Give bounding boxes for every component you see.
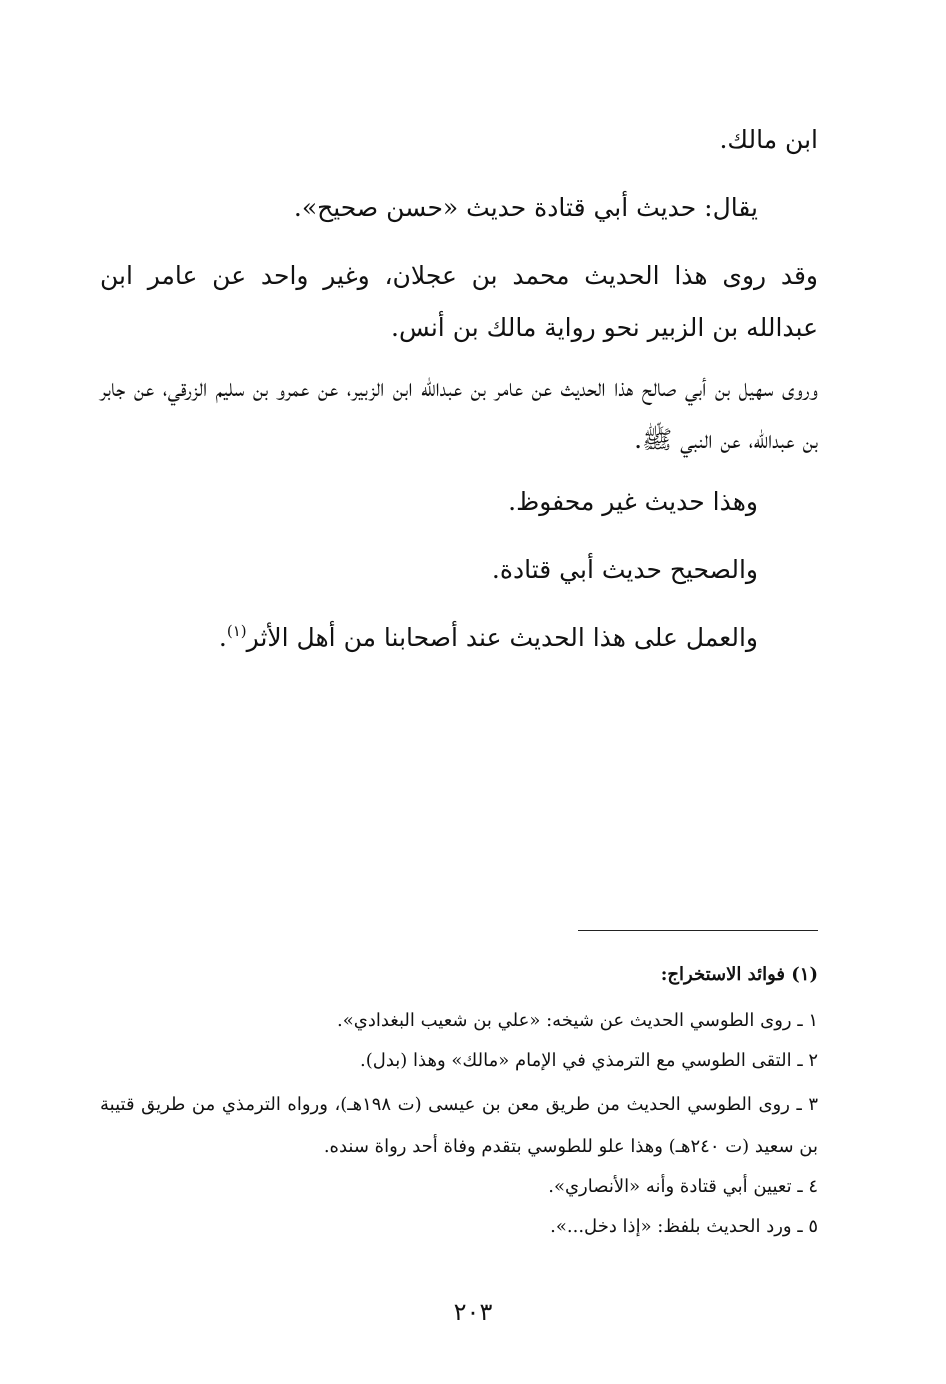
footnote-reference[interactable]: (١) bbox=[226, 622, 247, 640]
footnote-item-4: ٤ ـ تعيين أبي قتادة وأنه «الأنصاري». bbox=[548, 1176, 818, 1197]
footnote-item-3-text: ٣ ـ روى الطوسي الحديث من طريق معن بن عيسى (ت ١٩٨هـ)، ورواه الترمذي من طريق قتيبة بن سعيد (ت ٢٤٠هـ) وهذا علو للطوسي بتقدم وفاة أحد رواة سنده. bbox=[100, 1094, 818, 1157]
paragraph-5: وهذا حديث غير محفوظ. bbox=[508, 487, 758, 516]
footnote-item-1: ١ ـ روى الطوسي الحديث عن شيخه: «علي بن شعيب البغدادي». bbox=[337, 1010, 818, 1031]
paragraph-3-text: وقد روى هذا الحديث محمد بن عجلان، وغير واحد عن عامر ابن عبدالله بن الزبير نحو رواية مالك بن أنس. bbox=[100, 261, 818, 342]
paragraph-7-end: . bbox=[218, 623, 227, 652]
paragraph-3 bbox=[100, 250, 818, 354]
paragraph-7-text: والعمل على هذا الحديث عند أصحابنا من أهل الأثر bbox=[246, 623, 758, 652]
footnote-item-5: ٥ ـ ورد الحديث بلفظ: «إذا دخل...». bbox=[550, 1216, 818, 1237]
page-number: ٢٠٣ bbox=[453, 1298, 493, 1326]
paragraph-6: والصحيح حديث أبي قتادة. bbox=[491, 555, 758, 584]
footnote-item-2: ٢ ـ التقى الطوسي مع الترمذي في الإمام «مالك» وهذا (بدل). bbox=[360, 1050, 818, 1071]
footnote-separator bbox=[578, 930, 818, 931]
footnote-item-3 bbox=[100, 1084, 818, 1168]
paragraph-7 bbox=[219, 620, 758, 659]
paragraph-1: ابن مالك. bbox=[719, 125, 818, 154]
paragraph-4-text: وروى سهيل بن أبي صالح هذا الحديث عن عامر بن عبدالله ابن الزبير، عن عمرو بن سليم الزرقي، عن جابر بن عبدالله، عن النبي ﷺ. bbox=[100, 373, 818, 454]
paragraph-2: يقال: حديث أبي قتادة حديث «حسن صحيح». bbox=[293, 193, 758, 222]
paragraph-4 bbox=[100, 362, 818, 466]
footnote-heading: (١) فوائد الاستخراج: bbox=[660, 964, 818, 985]
